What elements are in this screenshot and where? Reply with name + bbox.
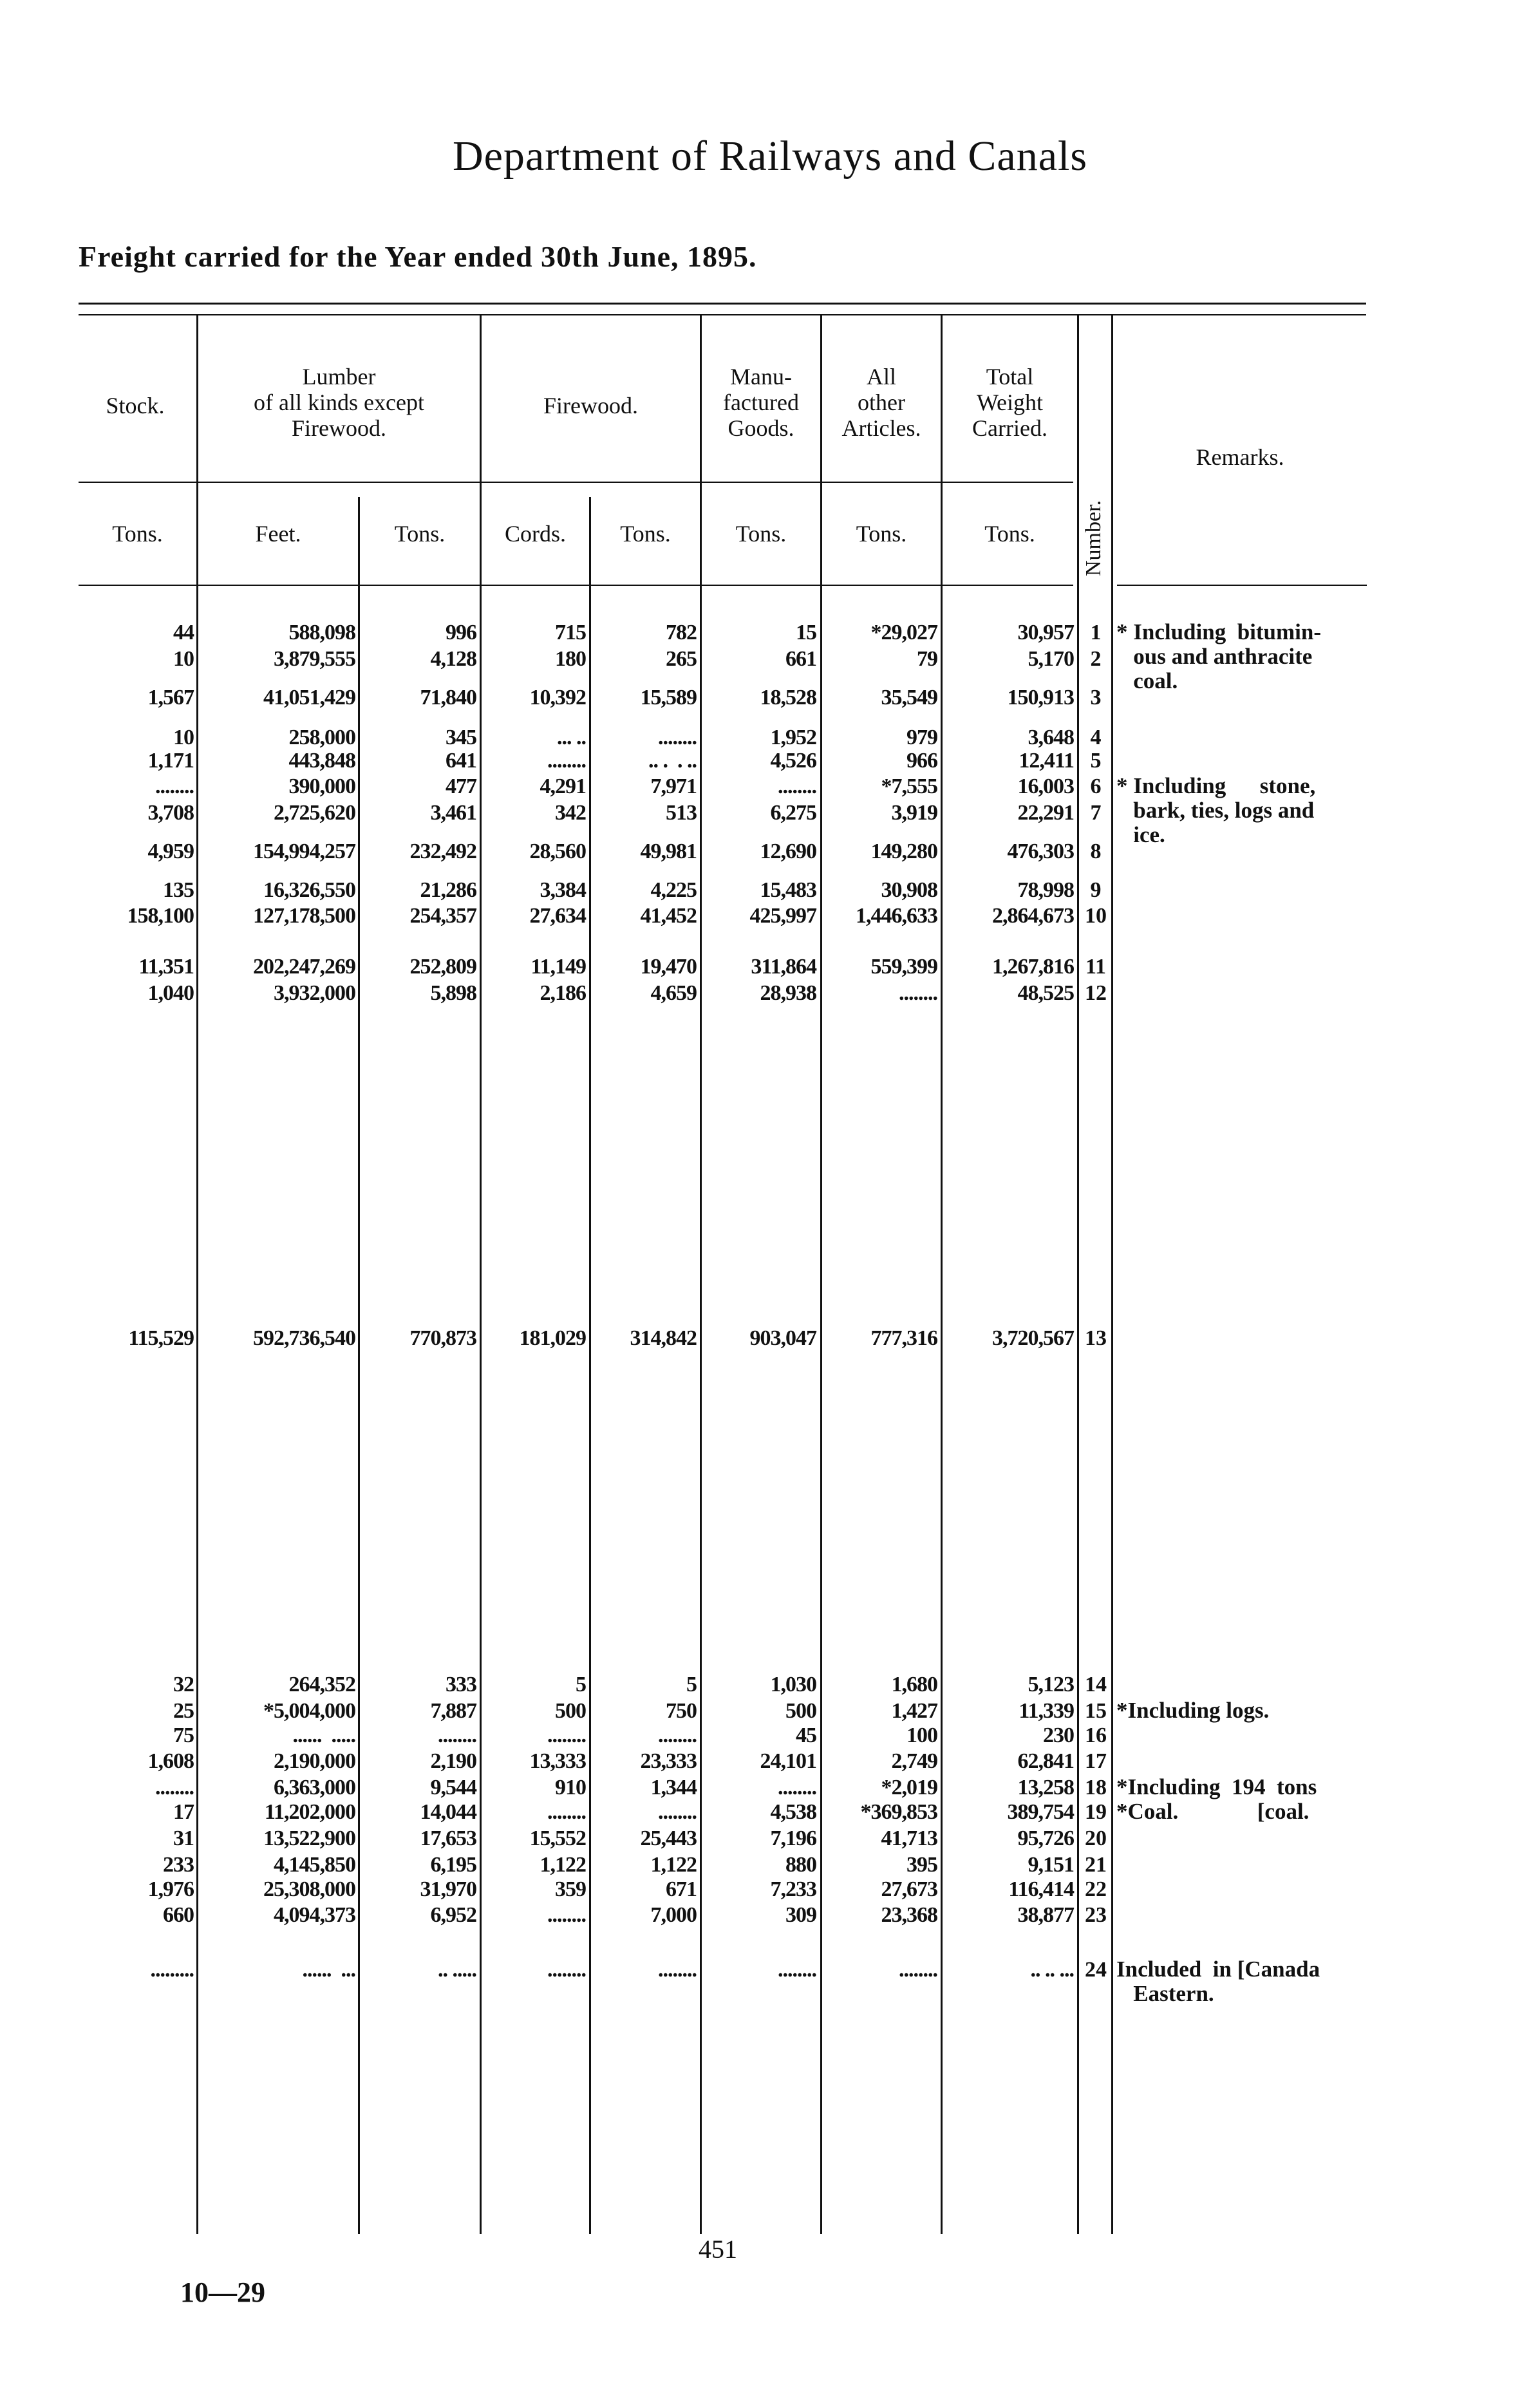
cell-total-tons: 38,877 — [1017, 1903, 1074, 1927]
row-number: 10 — [1085, 904, 1107, 928]
cell-manufactured-tons: 7,233 — [770, 1877, 816, 1901]
cell-other-tons: ........ — [899, 1958, 937, 1982]
cell-lumber-tons: 770,873 — [409, 1326, 476, 1350]
cell-total-tons: 389,754 — [1007, 1800, 1074, 1824]
cell-firewood-cords: 500 — [555, 1699, 586, 1723]
cell-other-tons: 23,368 — [881, 1903, 937, 1927]
cell-total-tons: 11,339 — [1019, 1699, 1074, 1723]
page-number: 451 — [699, 2235, 737, 2264]
cell-firewood-cords: 3,384 — [540, 878, 586, 902]
row-number: 11 — [1085, 955, 1107, 979]
cell-total-tons: 476,303 — [1007, 840, 1074, 863]
cell-total-tons: 16,003 — [1017, 775, 1074, 798]
cell-firewood-tons: 5 — [686, 1673, 697, 1696]
cell-stock-tons: 75 — [173, 1723, 194, 1747]
cell-stock-tons: 3,708 — [147, 801, 194, 825]
cell-firewood-tons: 19,470 — [640, 955, 697, 979]
unit-total-tons: Tons. — [984, 521, 1035, 547]
row-number: 23 — [1085, 1903, 1107, 1927]
row-number: 3 — [1090, 686, 1102, 709]
cell-manufactured-tons: 24,101 — [760, 1749, 816, 1773]
cell-other-tons: 30,908 — [881, 878, 937, 902]
cell-other-tons: 3,919 — [891, 801, 937, 825]
cell-stock-tons: 10 — [173, 726, 194, 749]
cell-lumber-tons: 71,840 — [420, 686, 476, 709]
cell-lumber-tons: 477 — [446, 775, 476, 798]
unit-stock-tons: Tons. — [112, 521, 163, 547]
cell-firewood-tons: 314,842 — [630, 1326, 697, 1350]
cell-other-tons: 979 — [906, 726, 937, 749]
cell-stock-tons: 1,567 — [147, 686, 194, 709]
unit-lumber-tons: Tons. — [394, 521, 446, 547]
unit-manufactured-tons: Tons. — [735, 521, 787, 547]
cell-firewood-cords: 28,560 — [529, 840, 586, 863]
cell-lumber-tons: 4,128 — [430, 647, 476, 671]
cell-stock-tons: 158,100 — [127, 904, 194, 928]
cell-other-tons: 1,446,633 — [856, 904, 937, 928]
cell-stock-tons: 1,608 — [147, 1749, 194, 1773]
cell-lumber-tons: 2,190 — [430, 1749, 476, 1773]
cell-other-tons: 100 — [906, 1723, 937, 1747]
cell-manufactured-tons: 7,196 — [770, 1826, 816, 1850]
cell-firewood-tons: 1,344 — [650, 1776, 697, 1799]
cell-total-tons: 62,841 — [1017, 1749, 1074, 1773]
table-subtitle: Freight carried for the Year ended 30th June, 1895. — [79, 240, 757, 273]
cell-firewood-cords: 359 — [555, 1877, 586, 1901]
cell-lumber-feet: 3,932,000 — [274, 981, 355, 1005]
cell-lumber-tons: 6,195 — [430, 1853, 476, 1877]
cell-lumber-tons: 21,286 — [420, 878, 476, 902]
cell-lumber-tons: 232,492 — [409, 840, 476, 863]
footer-signature: 10—29 — [180, 2277, 265, 2308]
cell-firewood-tons: 782 — [666, 621, 697, 644]
cell-lumber-feet: ...... ... — [302, 1958, 355, 1982]
row-number: 15 — [1085, 1699, 1107, 1723]
cell-firewood-tons: 7,971 — [650, 775, 697, 798]
cell-lumber-tons: 3,461 — [430, 801, 476, 825]
cell-lumber-feet: 127,178,500 — [253, 904, 355, 928]
cell-firewood-tons: ........ — [658, 726, 697, 749]
cell-lumber-tons: 641 — [446, 749, 476, 773]
cell-firewood-cords: 11,149 — [531, 955, 586, 979]
cell-total-tons: 22,291 — [1017, 801, 1074, 825]
cell-firewood-cords: 5 — [576, 1673, 586, 1696]
cell-lumber-feet: 25,308,000 — [263, 1877, 355, 1901]
cell-lumber-feet: 154,994,257 — [253, 840, 355, 863]
row-number: 12 — [1085, 981, 1107, 1005]
cell-firewood-tons: 1,122 — [650, 1853, 697, 1877]
cell-firewood-tons: ........ — [658, 1800, 697, 1824]
remark-note: Included in [Canada Eastern. — [1116, 1957, 1320, 2006]
cell-other-tons: 2,749 — [891, 1749, 937, 1773]
cell-total-tons: 5,170 — [1028, 647, 1074, 671]
header-subrule — [79, 482, 1073, 483]
cell-manufactured-tons: 45 — [796, 1723, 816, 1747]
remark-note: * Including stone, bark, ties, logs and ice. — [1116, 773, 1316, 847]
row-number: 4 — [1090, 726, 1102, 749]
cell-stock-tons: 233 — [163, 1853, 194, 1877]
cell-firewood-tons: 4,225 — [650, 878, 697, 902]
cell-stock-tons: 660 — [163, 1903, 194, 1927]
cell-lumber-feet: 11,202,000 — [264, 1800, 355, 1824]
column-divider — [941, 315, 943, 2234]
cell-total-tons: 1,267,816 — [992, 955, 1074, 979]
cell-firewood-tons: ........ — [658, 1723, 697, 1747]
cell-firewood-tons: 15,589 — [640, 686, 697, 709]
cell-other-tons: *369,853 — [860, 1800, 937, 1824]
column-divider — [1111, 315, 1113, 2234]
cell-firewood-cords: 15,552 — [529, 1826, 586, 1850]
cell-firewood-cords: ........ — [547, 1958, 586, 1982]
remark-note: *Including logs. — [1116, 1698, 1270, 1723]
cell-stock-tons: 1,040 — [147, 981, 194, 1005]
cell-other-tons: 41,713 — [881, 1826, 937, 1850]
cell-total-tons: 3,648 — [1028, 726, 1074, 749]
cell-lumber-feet: 264,352 — [288, 1673, 355, 1696]
row-number: 22 — [1085, 1877, 1107, 1901]
column-divider — [700, 315, 702, 2234]
cell-total-tons: 3,720,567 — [992, 1326, 1074, 1350]
cell-firewood-cords: 342 — [555, 801, 586, 825]
header-total-weight: Total Weight Carried. — [972, 364, 1047, 441]
cell-firewood-tons: 265 — [666, 647, 697, 671]
cell-firewood-cords: 180 — [555, 647, 586, 671]
cell-firewood-cords: 715 — [555, 621, 586, 644]
cell-stock-tons: 4,959 — [147, 840, 194, 863]
top-rule — [79, 303, 1366, 305]
cell-total-tons: 13,258 — [1017, 1776, 1074, 1799]
cell-firewood-cords: 10,392 — [529, 686, 586, 709]
row-number: 18 — [1085, 1776, 1107, 1799]
header-stock: Stock. — [106, 393, 165, 418]
cell-lumber-feet: 588,098 — [288, 621, 355, 644]
cell-firewood-tons: 7,000 — [650, 1903, 697, 1927]
cell-other-tons: 35,549 — [881, 686, 937, 709]
cell-stock-tons: 1,171 — [147, 749, 194, 773]
row-number: 17 — [1085, 1749, 1107, 1773]
cell-lumber-tons: 31,970 — [420, 1877, 476, 1901]
column-divider — [1077, 315, 1079, 2234]
cell-lumber-feet: 16,326,550 — [263, 878, 355, 902]
cell-other-tons: 1,427 — [891, 1699, 937, 1723]
cell-total-tons: 95,726 — [1017, 1826, 1074, 1850]
cell-other-tons: 79 — [917, 647, 937, 671]
top-rule-inner — [79, 314, 1366, 315]
cell-lumber-tons: 254,357 — [409, 904, 476, 928]
cell-other-tons: *2,019 — [881, 1776, 937, 1799]
unit-lumber-feet: Feet. — [255, 521, 301, 547]
cell-firewood-cords: 910 — [555, 1776, 586, 1799]
cell-other-tons: 966 — [906, 749, 937, 773]
remark-note: * Including bitumin- ous and anthracite coal. — [1116, 619, 1322, 693]
cell-lumber-feet: 390,000 — [288, 775, 355, 798]
row-number: 24 — [1085, 1958, 1107, 1982]
cell-manufactured-tons: 500 — [785, 1699, 816, 1723]
cell-manufactured-tons: ........ — [778, 1958, 816, 1982]
cell-lumber-tons: .. ..... — [438, 1958, 476, 1982]
cell-lumber-tons: 252,809 — [409, 955, 476, 979]
cell-lumber-tons: 5,898 — [430, 981, 476, 1005]
cell-other-tons: 149,280 — [870, 840, 937, 863]
cell-lumber-tons: 9,544 — [430, 1776, 476, 1799]
header-remarks: Remarks. — [1196, 444, 1284, 470]
cell-total-tons: 230 — [1043, 1723, 1074, 1747]
cell-stock-tons: 1,976 — [147, 1877, 194, 1901]
cell-total-tons: 78,998 — [1017, 878, 1074, 902]
cell-total-tons: 30,957 — [1017, 621, 1074, 644]
row-number: 20 — [1085, 1826, 1107, 1850]
cell-lumber-feet: *5,004,000 — [263, 1699, 355, 1723]
row-number: 2 — [1090, 647, 1102, 671]
cell-firewood-cords: ........ — [547, 1903, 586, 1927]
cell-manufactured-tons: 425,997 — [749, 904, 816, 928]
row-number: 21 — [1085, 1853, 1107, 1877]
cell-total-tons: 116,414 — [1008, 1877, 1074, 1901]
cell-total-tons: 48,525 — [1017, 981, 1074, 1005]
cell-lumber-feet: ...... ..... — [292, 1723, 355, 1747]
row-number: 19 — [1085, 1800, 1107, 1824]
row-number: 9 — [1090, 878, 1102, 902]
page-title: Department of Railways and Canals — [452, 133, 1088, 180]
cell-lumber-tons: 17,653 — [420, 1826, 476, 1850]
row-number: 16 — [1085, 1723, 1107, 1747]
cell-lumber-feet: 41,051,429 — [263, 686, 355, 709]
row-number: 6 — [1090, 775, 1102, 798]
cell-total-tons: .. .. ... — [1030, 1958, 1074, 1982]
cell-firewood-cords: ........ — [547, 1800, 586, 1824]
cell-manufactured-tons: 15,483 — [760, 878, 816, 902]
cell-manufactured-tons: 309 — [785, 1903, 816, 1927]
cell-manufactured-tons: 1,952 — [770, 726, 816, 749]
cell-other-tons: 1,680 — [891, 1673, 937, 1696]
cell-firewood-tons: .. . . .. — [648, 749, 697, 773]
remark-note: *Including 194 tons *Coal. [coal. — [1116, 1774, 1317, 1824]
cell-lumber-feet: 202,247,269 — [253, 955, 355, 979]
header-number: Number. — [1082, 500, 1105, 576]
header-firewood: Firewood. — [543, 393, 638, 418]
cell-total-tons: 150,913 — [1007, 686, 1074, 709]
column-divider — [480, 315, 482, 2234]
cell-stock-tons: ........ — [155, 1776, 194, 1799]
cell-stock-tons: 10 — [173, 647, 194, 671]
cell-lumber-feet: 592,736,540 — [253, 1326, 355, 1350]
cell-firewood-cords: 4,291 — [540, 775, 586, 798]
cell-firewood-cords: ... .. — [557, 726, 586, 749]
cell-lumber-tons: 345 — [446, 726, 476, 749]
cell-manufactured-tons: 311,864 — [751, 955, 816, 979]
remarks-header-rule — [1117, 585, 1367, 586]
cell-lumber-feet: 2,725,620 — [274, 801, 355, 825]
cell-total-tons: 5,123 — [1028, 1673, 1074, 1696]
cell-manufactured-tons: 6,275 — [770, 801, 816, 825]
cell-firewood-tons: ........ — [658, 1958, 697, 1982]
unit-other-tons: Tons. — [856, 521, 907, 547]
cell-stock-tons: 25 — [173, 1699, 194, 1723]
cell-other-tons: 777,316 — [870, 1326, 937, 1350]
cell-manufactured-tons: 12,690 — [760, 840, 816, 863]
cell-firewood-cords: 13,333 — [529, 1749, 586, 1773]
cell-firewood-cords: 27,634 — [529, 904, 586, 928]
column-divider — [196, 315, 198, 2234]
cell-other-tons: 559,399 — [870, 955, 937, 979]
cell-total-tons: 9,151 — [1028, 1853, 1074, 1877]
cell-firewood-cords: ........ — [547, 749, 586, 773]
cell-lumber-feet: 4,145,850 — [274, 1853, 355, 1877]
row-number: 8 — [1090, 840, 1102, 863]
cell-firewood-cords: ........ — [547, 1723, 586, 1747]
row-number: 13 — [1085, 1326, 1107, 1350]
cell-stock-tons: 31 — [173, 1826, 194, 1850]
cell-firewood-cords: 2,186 — [540, 981, 586, 1005]
cell-total-tons: 2,864,673 — [992, 904, 1074, 928]
cell-other-tons: 395 — [906, 1853, 937, 1877]
cell-firewood-tons: 750 — [666, 1699, 697, 1723]
cell-manufactured-tons: 4,526 — [770, 749, 816, 773]
cell-manufactured-tons: 880 — [785, 1853, 816, 1877]
cell-stock-tons: ........ — [155, 775, 194, 798]
cell-lumber-tons: 996 — [446, 621, 476, 644]
cell-lumber-feet: 6,363,000 — [274, 1776, 355, 1799]
cell-manufactured-tons: 4,538 — [770, 1800, 816, 1824]
cell-firewood-tons: 671 — [666, 1877, 697, 1901]
cell-stock-tons: 115,529 — [128, 1326, 194, 1350]
header-bottom-rule — [79, 585, 1073, 586]
cell-firewood-tons: 513 — [666, 801, 697, 825]
cell-firewood-tons: 49,981 — [640, 840, 697, 863]
cell-lumber-feet: 3,879,555 — [274, 647, 355, 671]
cell-manufactured-tons: 1,030 — [770, 1673, 816, 1696]
cell-lumber-feet: 4,094,373 — [274, 1903, 355, 1927]
cell-firewood-tons: 41,452 — [640, 904, 697, 928]
header-all-other-articles: All other Articles. — [841, 364, 921, 441]
cell-firewood-tons: 4,659 — [650, 981, 697, 1005]
row-number: 14 — [1085, 1673, 1107, 1696]
cell-manufactured-tons: 15 — [796, 621, 816, 644]
cell-lumber-tons: 7,887 — [430, 1699, 476, 1723]
cell-manufactured-tons: 903,047 — [749, 1326, 816, 1350]
cell-lumber-tons: 333 — [446, 1673, 476, 1696]
cell-lumber-feet: 2,190,000 — [274, 1749, 355, 1773]
cell-lumber-tons: 14,044 — [420, 1800, 476, 1824]
cell-lumber-feet: 443,848 — [288, 749, 355, 773]
cell-firewood-tons: 25,443 — [640, 1826, 697, 1850]
cell-stock-tons: ......... — [150, 1958, 194, 1982]
cell-firewood-cords: 181,029 — [519, 1326, 586, 1350]
row-number: 1 — [1090, 621, 1102, 644]
cell-other-tons: 27,673 — [881, 1877, 937, 1901]
cell-manufactured-tons: 28,938 — [760, 981, 816, 1005]
cell-lumber-feet: 13,522,900 — [263, 1826, 355, 1850]
cell-manufactured-tons: 661 — [785, 647, 816, 671]
column-divider — [820, 315, 822, 2234]
cell-stock-tons: 44 — [173, 621, 194, 644]
cell-other-tons: *7,555 — [881, 775, 937, 798]
cell-stock-tons: 135 — [163, 878, 194, 902]
cell-stock-tons: 32 — [173, 1673, 194, 1696]
cell-manufactured-tons: ........ — [778, 1776, 816, 1799]
cell-manufactured-tons: ........ — [778, 775, 816, 798]
row-number: 7 — [1090, 801, 1102, 825]
cell-lumber-feet: 258,000 — [288, 726, 355, 749]
cell-manufactured-tons: 18,528 — [760, 686, 816, 709]
cell-stock-tons: 17 — [173, 1800, 194, 1824]
row-number: 5 — [1090, 749, 1102, 773]
unit-firewood-tons: Tons. — [620, 521, 671, 547]
cell-firewood-cords: 1,122 — [540, 1853, 586, 1877]
cell-firewood-tons: 23,333 — [640, 1749, 697, 1773]
cell-lumber-tons: 6,952 — [430, 1903, 476, 1927]
cell-other-tons: ........ — [899, 981, 937, 1005]
header-lumber: Lumber of all kinds except Firewood. — [254, 364, 424, 441]
cell-stock-tons: 11,351 — [138, 955, 194, 979]
cell-other-tons: *29,027 — [870, 621, 937, 644]
cell-total-tons: 12,411 — [1019, 749, 1074, 773]
cell-lumber-tons: ........ — [438, 1723, 476, 1747]
header-manufactured-goods: Manu- factured Goods. — [723, 364, 799, 441]
unit-firewood-cords: Cords. — [504, 521, 566, 547]
